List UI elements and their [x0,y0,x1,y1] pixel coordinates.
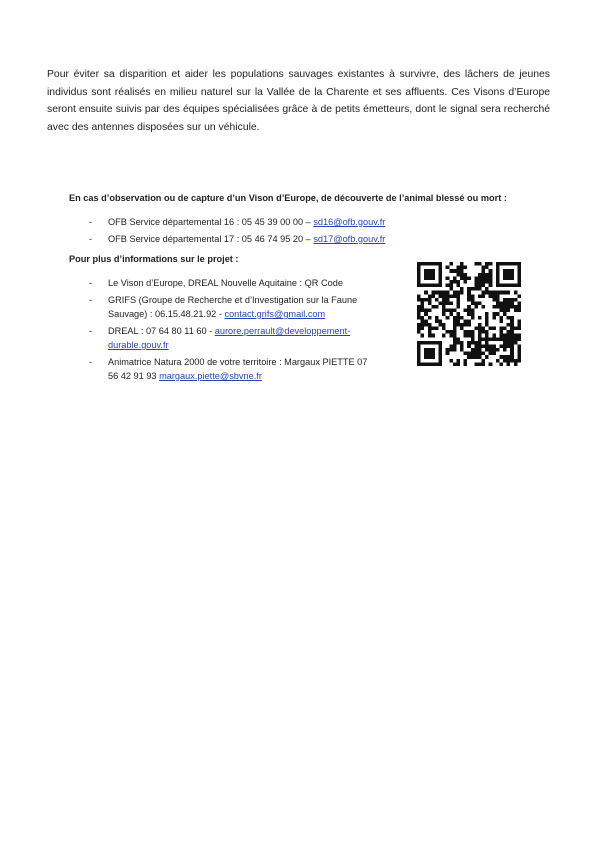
dreal-phone-text: DREAL : 07 64 80 11 60 - [108,326,215,336]
grifs-text: GRIFS (Groupe de Recherche et d’Investigation sur la Faune Sauvage) : 06.15.48.21.92 - [108,295,358,319]
qr-code-graphic [417,262,521,366]
observation-heading: En cas d’observation ou de capture d’un Vison d’Europe, de découverte de l’animal blessé ou mort : [69,193,507,203]
natura2000-text: Animatrice Natura 2000 de votre territoire : Margaux PIETTE 07 56 42 91 93 [108,357,368,381]
observation-contact-list [89,215,419,249]
email-link-sd16[interactable]: sd16@ofb.gouv.fr [313,217,386,227]
email-link-sd17[interactable]: sd17@ofb.gouv.fr [313,234,386,244]
project-info-list [89,276,379,386]
contact-ofb17-text: OFB Service départemental 17 : 05 46 74 95 20 – [108,234,314,244]
list-item [89,232,419,246]
email-link-natura2000[interactable]: margaux.piette@sbvne.fr [159,371,262,381]
contact-ofb16-text: OFB Service départemental 16 : 05 45 39 00 00 – [108,217,314,227]
qr-code-icon[interactable] [417,262,521,366]
project-heading: Pour plus d’informations sur le projet : [69,254,239,264]
list-item [89,293,379,321]
list-item [89,355,379,383]
dreal-qr-text: Le Vison d’Europe, DREAL Nouvelle Aquitaine : QR Code [108,278,343,288]
email-link-grifs[interactable]: contact.grifs@gmail.com [224,309,326,319]
email-link-dreal[interactable]: aurore.perrault@developpement-durable.gouv.fr [108,326,351,350]
intro-paragraph: Pour éviter sa disparition et aider les populations sauvages existantes à survivre, des lâchers de jeunes individus sont réalisés en milieu naturel sur la Vallée de la Charente et ses affluents. Ces Visons d’Europe seront ensuite suivis par des équipes spécialisées grâce à de petits émetteurs, dont le signal sera recherché avec des antennes disposées sur un véhicule. [47,69,550,133]
list-item [89,324,379,352]
list-item [89,276,379,290]
list-item [89,215,419,229]
